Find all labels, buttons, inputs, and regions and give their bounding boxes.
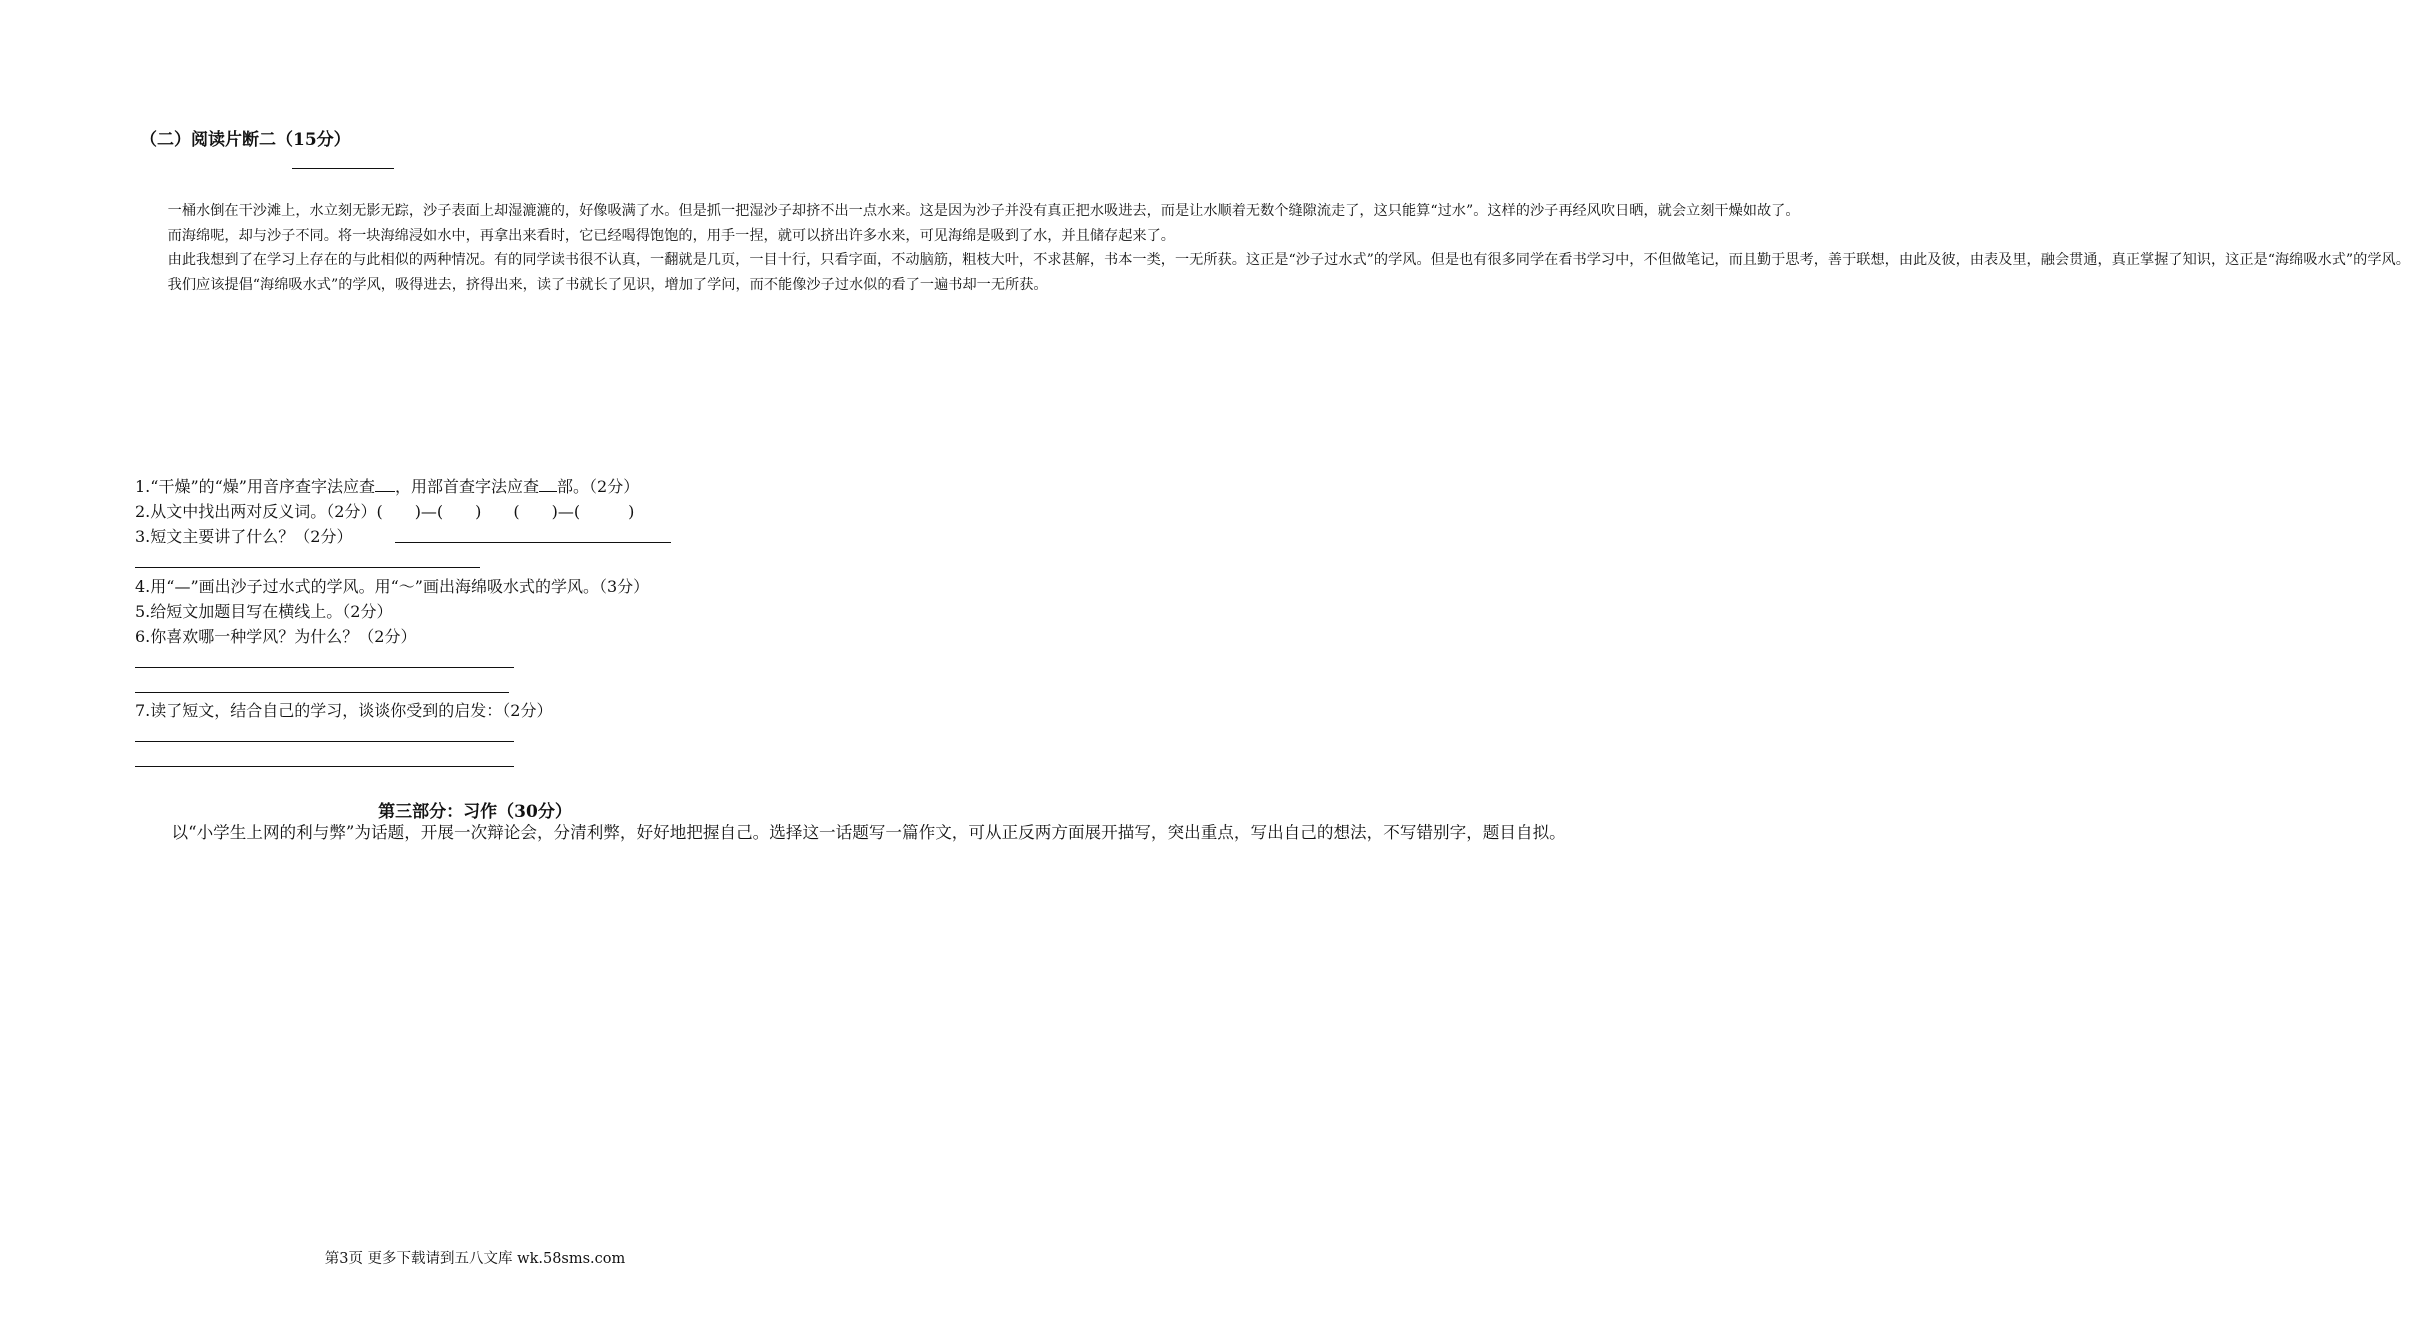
- question-7: 7.读了短文，结合自己的学习，谈谈你受到的启发：（2分）: [135, 701, 553, 720]
- question-3-answer-line-2[interactable]: [135, 567, 480, 568]
- question-1-part-c: 部。（2分）: [557, 477, 640, 496]
- passage-paragraph-4: 我们应该提倡“海绵吸水式”的学风，吸得进去，挤得出来，读了书就长了见识，增加了学问，而不能像沙子过水似的看了一遍书却一无所获。: [167, 276, 1048, 293]
- question-1-part-a: 1.“干燥”的“燥”用音序查字法应查: [135, 477, 375, 496]
- question-2: 2.从文中找出两对反义词。（2分）( )—( ) ( )—( ): [135, 502, 635, 521]
- passage-paragraph-3: 由此我想到了在学习上存在的与此相似的两种情况。有的同学读书很不认真，一翻就是几页，一目十行，只看字面，不动脑筋，粗枝大叶，不求甚解，书本一类，一无所获。这正是“沙子过水式”的学风。但是也有很多同学在看书学习中，不但做笔记，而且勤于思考，善于联想，由此及彼，由表及里，融会贯通，真正掌握了知识，这正是“海绵吸水式”的学风。: [167, 252, 2410, 268]
- question-3: 3.短文主要讲了什么？（2分）: [135, 527, 353, 546]
- passage-paragraph-1: 一桶水倒在干沙滩上，水立刻无影无踪，沙子表面上却湿漉漉的，好像吸满了水。但是抓一把湿沙子却挤不出一点水来。这是因为沙子并没有真正把水吸进去，而是让水顺着无数个缝隙流走了，这只能算“过水”。这样的沙子再经风吹日晒，就会立刻干燥如故了。: [167, 203, 1800, 219]
- question-6: 6.你喜欢哪一种学风？为什么？（2分）: [135, 627, 417, 646]
- question-7-answer-line-1[interactable]: [135, 741, 514, 742]
- part3-heading: 第三部分：习作（30分）: [378, 802, 572, 822]
- question-1-blank-radical[interactable]: [539, 477, 557, 492]
- question-1: [135, 474, 639, 497]
- reading-passage: [135, 199, 2410, 297]
- question-4: 4.用“—”画出沙子过水式的学风。用“～”画出海绵吸水式的学风。（3分）: [135, 577, 650, 596]
- question-1-blank-pinyin[interactable]: [375, 477, 395, 492]
- question-3-answer-line-1[interactable]: [395, 542, 671, 543]
- essay-prompt: [135, 818, 1566, 847]
- question-5: 5.给短文加题目写在横线上。（2分）: [135, 602, 393, 621]
- question-1-part-b: ，用部首查字法应查: [395, 477, 540, 496]
- essay-prompt-text: 以“小学生上网的利与弊”为话题，开展一次辩论会，分清利弊，好好地把握自己。选择这一话题写一篇作文，可从正反两方面展开描写，突出重点，写出自己的想法，不写错别字，题目自拟。: [171, 823, 1566, 842]
- passage-paragraph-2: 而海绵呢，却与沙子不同。将一块海绵浸如水中，再拿出来看时，它已经喝得饱饱的，用手一捏，就可以挤出许多水来，可见海绵是吸到了水，并且储存起来了。: [167, 227, 1175, 244]
- title-answer-line: [292, 168, 394, 169]
- question-6-answer-line-2[interactable]: [135, 692, 509, 693]
- question-7-answer-line-2[interactable]: [135, 766, 514, 767]
- page-footer: 第3页 更多下载请到五八文库 wk.58sms.com: [324, 1251, 626, 1267]
- section-title: （二）阅读片断二（15分）: [140, 130, 351, 150]
- question-6-answer-line-1[interactable]: [135, 667, 514, 668]
